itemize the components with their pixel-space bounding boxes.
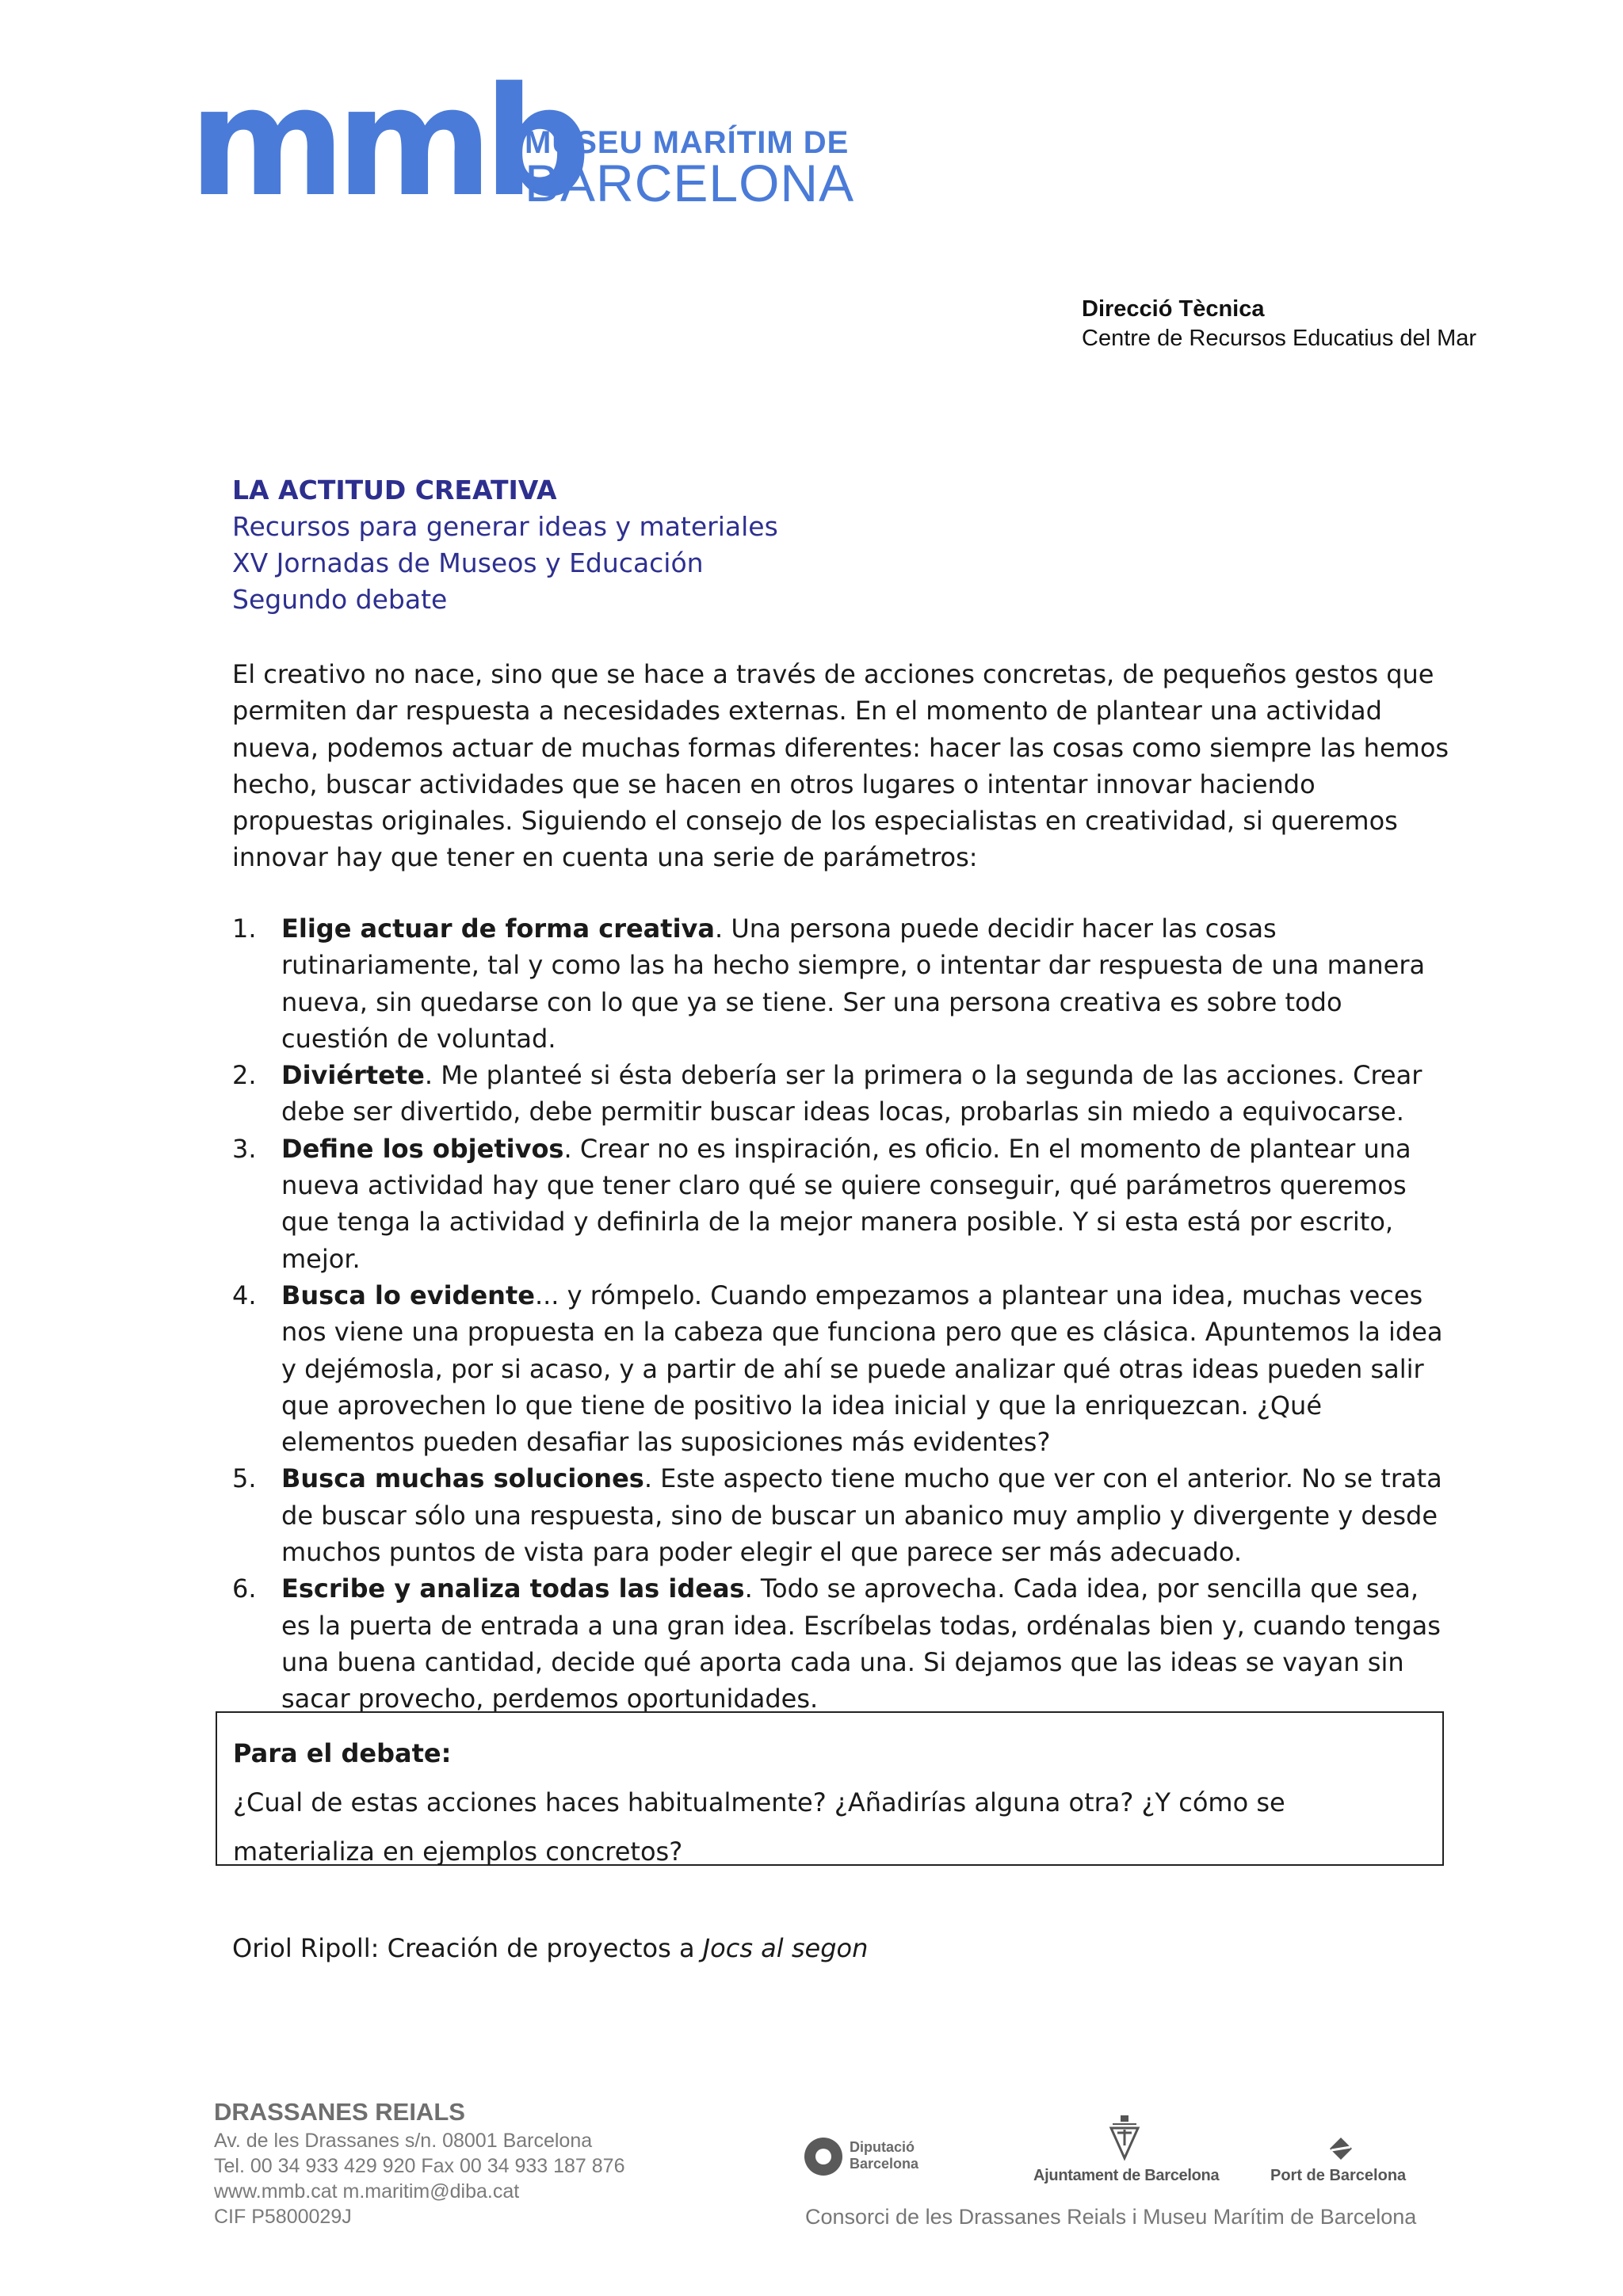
ajuntament-crest-icon [1106, 2114, 1143, 2161]
department-name: Direcció Tècnica [1082, 296, 1265, 322]
credit-text: Oriol Ripoll: Creación de proyectos a [232, 1933, 703, 1963]
list-item-lead: Escribe y analiza todas las ideas [281, 1573, 745, 1604]
list-number: 4. [232, 1280, 257, 1310]
list-item [232, 1277, 1453, 1460]
museum-name-line1: MUSEU MARÍTIM DE [525, 125, 850, 160]
title-block [232, 472, 1421, 618]
list-item-text: . Una persona puede decidir hacer las cosas rutinariamente, tal y como las ha hecho siempre, o intentar dar respuesta de una manera nueva, sin quedarse con lo que ya se tiene. Ser una persona creativa es sobre todo cuestión de voluntad. [281, 913, 1426, 1054]
list-item-lead: Diviértete [281, 1060, 425, 1091]
footer-address: Av. de les Drassanes s/n. 08001 Barcelona [214, 2130, 593, 2152]
list-item [232, 1057, 1453, 1131]
footer-web: www.mmb.cat m.maritim@diba.cat [214, 2180, 520, 2203]
list-item-lead: Elige actuar de forma creativa [281, 913, 715, 944]
document-title: LA ACTITUD CREATIVA [232, 475, 557, 505]
list-item [232, 1570, 1453, 1717]
list-item [232, 910, 1453, 1057]
list-number: 2. [232, 1060, 257, 1091]
credit-line [232, 1930, 868, 1966]
list-item-lead: Busca lo evidente [281, 1280, 535, 1310]
diputacio-line1: Diputació [850, 2139, 915, 2155]
debate-question: ¿Cual de estas acciones haces habitualmente? ¿Añadirías alguna otra? ¿Y cómo se materializa en ejemplos concretos? [233, 1787, 1285, 1867]
credit-project: Jocs al segon [702, 1933, 869, 1963]
diputacio-logo-icon [804, 2138, 842, 2176]
department-block [1082, 295, 1476, 353]
list-number: 1. [232, 913, 257, 944]
subdepartment-name: Centre de Recursos Educatius del Mar [1082, 326, 1477, 351]
mmb-logo-mark: mmb [189, 55, 582, 230]
list-number: 6. [232, 1573, 257, 1604]
footer-phone: Tel. 00 34 933 429 920 Fax 00 34 933 187 876 [214, 2155, 625, 2177]
list-item-lead: Busca muchas soluciones [281, 1463, 644, 1494]
debate-box [216, 1711, 1444, 1866]
list-item-text: . Todo se aprovecha. Cada idea, por sencilla que sea, es la puerta de entrada a una gran idea. Escríbelas todas, ordénalas bien y, cuando tengas una buena cantidad, decide qué aporta cada una. Si dejamos que las ideas se vayan sin sacar provecho, perdemos oportunidades. [281, 1573, 1441, 1714]
list-number: 5. [232, 1463, 257, 1494]
intro-paragraph: El creativo no nace, sino que se hace a través de acciones concretas, de pequeños gestos que permiten dar respuesta a necesidades externas. En el momento de plantear una actividad nueva, podemos actuar de muchas formas diferentes: hacer las cosas como siempre las hemos hecho, buscar actividades que se hacen en otros lugares o intentar innovar haciendo propuestas originales. Siguiendo el consejo de los especialistas en creatividad, si queremos innovar hay que tener en cuenta una serie de parámetros: [232, 659, 1449, 873]
consorci-label: Consorci de les Drassanes Reials i Museu Marítim de Barcelona [805, 2205, 1417, 2229]
list-number: 3. [232, 1133, 257, 1164]
port-logo-icon [1328, 2136, 1354, 2161]
footer-title: DRASSANES REIALS [214, 2098, 465, 2126]
document-subtitle: Recursos para generar ideas y materiales [232, 511, 778, 542]
footer-cif: CIF P5800029J [214, 2206, 352, 2228]
debate-content [233, 1729, 1430, 1876]
event-name: XV Jornadas de Museos y Educación [232, 547, 704, 578]
list-item-text: . Crear no es inspiración, es oficio. En el momento de plantear una nueva actividad hay que tener claro qué se quiere conseguir, qué parámetros queremos que tenga la actividad y definirla de la mejor manera posible. Y si esta está por escrito, mejor. [281, 1133, 1411, 1274]
debate-title: Para el debate: [233, 1738, 452, 1768]
diputacio-line2: Barcelona [850, 2156, 919, 2172]
list-item-text: . Me planteé si ésta debería ser la primera o la segunda de las acciones. Crear debe ser divertido, debe permitir buscar ideas locas, probarlas sin miedo a equivocarse. [281, 1060, 1423, 1127]
ajuntament-label: Ajuntament de Barcelona [1033, 2167, 1220, 2184]
parameters-list [232, 910, 1453, 1718]
list-item [232, 1131, 1453, 1277]
port-label: Port de Barcelona [1270, 2167, 1407, 2184]
list-item [232, 1460, 1453, 1570]
diputacio-label [850, 2139, 918, 2172]
list-item-lead: Define los objetivos [281, 1133, 564, 1164]
list-item-text: . Este aspecto tiene mucho que ver con el anterior. No se trata de buscar sólo una respuesta, sino de buscar un abanico muy amplio y divergente y desde muchos puntos de vista para poder elegir el que parece ser más adecuado. [281, 1463, 1442, 1568]
list-item-text: ... y rómpelo. Cuando empezamos a plantear una idea, muchas veces nos viene una propuesta en la cabeza que funciona pero que es clásica. Apuntemos la idea y dejémosla, por si acaso, y a partir de ahí se puede analizar qué otras ideas pueden salir que aprovechen lo que tiene de positivo la idea inicial y que la enriquezcan. ¿Qué elementos pueden desafiar las suposiciones más evidentes? [281, 1280, 1443, 1458]
footer-contact [214, 2096, 624, 2229]
museum-name-line2: BARCELONA [525, 154, 855, 212]
session-name: Segundo debate [232, 584, 448, 615]
